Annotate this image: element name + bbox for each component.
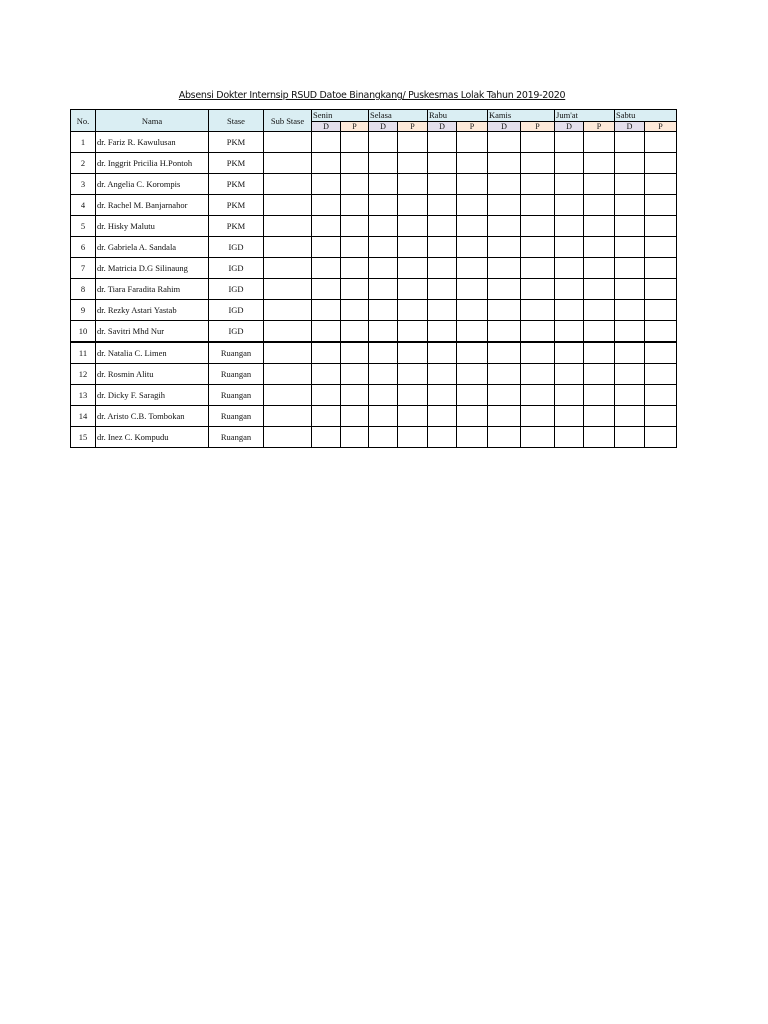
attendance-cell-p[interactable] [521, 237, 555, 258]
stase-cell: IGD [209, 300, 264, 321]
attendance-cell-d[interactable] [615, 342, 645, 364]
attendance-cell-d[interactable] [369, 300, 398, 321]
sub-header-p: P [521, 122, 555, 132]
attendance-cell-p[interactable] [645, 279, 677, 300]
attendance-cell-p[interactable] [584, 385, 615, 406]
attendance-cell-d[interactable] [615, 195, 645, 216]
stase-cell: PKM [209, 132, 264, 153]
attendance-cell-p[interactable] [341, 321, 369, 343]
stase-cell: Ruangan [209, 364, 264, 385]
sub-header-d: D [615, 122, 645, 132]
doctor-name: dr. Gabriela A. Sandala [96, 237, 209, 258]
attendance-cell-d[interactable] [555, 174, 584, 195]
table-row [71, 279, 677, 300]
row-number: 4 [71, 195, 96, 216]
attendance-cell-p[interactable] [521, 364, 555, 385]
header-no: No. [71, 110, 96, 132]
attendance-cell-d[interactable] [555, 427, 584, 448]
attendance-cell-d[interactable] [615, 321, 645, 343]
stase-cell: IGD [209, 279, 264, 300]
attendance-cell-d[interactable] [369, 364, 398, 385]
row-number: 15 [71, 427, 96, 448]
attendance-cell-p[interactable] [457, 342, 488, 364]
attendance-cell-p[interactable] [584, 216, 615, 237]
attendance-cell-d[interactable] [428, 427, 457, 448]
sub-stase-cell[interactable] [264, 195, 312, 216]
attendance-cell-p[interactable] [398, 321, 428, 343]
attendance-cell-d[interactable] [555, 153, 584, 174]
attendance-cell-d[interactable] [488, 342, 521, 364]
sheet-title: Absensi Dokter Internsip RSUD Datoe Binangkang/ Puskesmas Lolak Tahun 2019-2020 [178, 90, 566, 101]
attendance-cell-d[interactable] [369, 406, 398, 427]
attendance-cell-p[interactable] [645, 364, 677, 385]
attendance-cell-d[interactable] [312, 342, 341, 364]
row-number: 10 [71, 321, 96, 343]
attendance-cell-d[interactable] [428, 342, 457, 364]
doctor-name: dr. Savitri Mhd Nur [96, 321, 209, 343]
attendance-cell-d[interactable] [369, 342, 398, 364]
attendance-cell-p[interactable] [645, 132, 677, 153]
attendance-cell-d[interactable] [615, 385, 645, 406]
attendance-cell-p[interactable] [341, 153, 369, 174]
attendance-cell-p[interactable] [584, 364, 615, 385]
attendance-cell-p[interactable] [521, 195, 555, 216]
header-stase: Stase [209, 110, 264, 132]
sub-stase-cell[interactable] [264, 132, 312, 153]
stase-cell: Ruangan [209, 385, 264, 406]
attendance-cell-d[interactable] [369, 153, 398, 174]
attendance-cell-p[interactable] [341, 385, 369, 406]
attendance-cell-p[interactable] [521, 427, 555, 448]
table-row [71, 406, 677, 427]
sub-header-d: D [488, 122, 521, 132]
table-row [71, 364, 677, 385]
attendance-cell-d[interactable] [312, 300, 341, 321]
attendance-cell-p[interactable] [457, 279, 488, 300]
day-header-sabtu: Sabtu [615, 110, 677, 122]
attendance-cell-p[interactable] [341, 132, 369, 153]
attendance-cell-p[interactable] [457, 195, 488, 216]
table-row [71, 342, 677, 364]
sub-stase-cell[interactable] [264, 427, 312, 448]
sub-header-p: P [457, 122, 488, 132]
table-row [71, 153, 677, 174]
sub-stase-cell[interactable] [264, 364, 312, 385]
attendance-cell-p[interactable] [584, 153, 615, 174]
attendance-cell-d[interactable] [555, 406, 584, 427]
attendance-cell-d[interactable] [428, 237, 457, 258]
attendance-cell-p[interactable] [457, 385, 488, 406]
attendance-cell-p[interactable] [398, 174, 428, 195]
stase-cell: PKM [209, 195, 264, 216]
row-number: 6 [71, 237, 96, 258]
attendance-cell-p[interactable] [457, 132, 488, 153]
sub-header-d: D [369, 122, 398, 132]
attendance-cell-p[interactable] [645, 258, 677, 279]
attendance-cell-p[interactable] [645, 342, 677, 364]
day-header-rabu: Rabu [428, 110, 488, 122]
attendance-cell-d[interactable] [312, 364, 341, 385]
sub-stase-cell[interactable] [264, 174, 312, 195]
attendance-cell-p[interactable] [645, 321, 677, 343]
attendance-cell-d[interactable] [488, 258, 521, 279]
attendance-cell-d[interactable] [312, 237, 341, 258]
attendance-cell-p[interactable] [457, 237, 488, 258]
attendance-cell-p[interactable] [521, 216, 555, 237]
attendance-cell-p[interactable] [398, 216, 428, 237]
attendance-cell-p[interactable] [521, 385, 555, 406]
attendance-cell-p[interactable] [584, 342, 615, 364]
sub-stase-cell[interactable] [264, 300, 312, 321]
attendance-cell-p[interactable] [398, 279, 428, 300]
doctor-name: dr. Inez C. Kompudu [96, 427, 209, 448]
day-header-jumat: Jum'at [555, 110, 615, 122]
row-number: 1 [71, 132, 96, 153]
attendance-cell-d[interactable] [369, 195, 398, 216]
attendance-cell-d[interactable] [312, 195, 341, 216]
sub-stase-cell[interactable] [264, 385, 312, 406]
attendance-cell-d[interactable] [369, 427, 398, 448]
attendance-cell-d[interactable] [428, 195, 457, 216]
attendance-cell-d[interactable] [615, 132, 645, 153]
attendance-cell-d[interactable] [369, 321, 398, 343]
doctor-name: dr. Fariz R. Kawulusan [96, 132, 209, 153]
attendance-cell-d[interactable] [555, 258, 584, 279]
sub-header-p: P [645, 122, 677, 132]
attendance-cell-d[interactable] [488, 406, 521, 427]
attendance-cell-p[interactable] [398, 385, 428, 406]
attendance-cell-p[interactable] [584, 427, 615, 448]
doctor-name: dr. Rosmin Alitu [96, 364, 209, 385]
stase-cell: IGD [209, 321, 264, 343]
attendance-cell-d[interactable] [615, 279, 645, 300]
attendance-cell-d[interactable] [312, 216, 341, 237]
attendance-cell-d[interactable] [369, 174, 398, 195]
sub-stase-cell[interactable] [264, 258, 312, 279]
attendance-cell-p[interactable] [521, 153, 555, 174]
attendance-cell-d[interactable] [615, 427, 645, 448]
attendance-cell-d[interactable] [312, 153, 341, 174]
attendance-cell-p[interactable] [645, 385, 677, 406]
attendance-cell-d[interactable] [488, 300, 521, 321]
attendance-cell-d[interactable] [555, 300, 584, 321]
attendance-cell-d[interactable] [488, 153, 521, 174]
row-number: 8 [71, 279, 96, 300]
stase-cell: PKM [209, 174, 264, 195]
attendance-cell-d[interactable] [428, 321, 457, 343]
doctor-name: dr. Inggrit Pricilia H.Pontoh [96, 153, 209, 174]
sub-stase-cell[interactable] [264, 237, 312, 258]
table-row [71, 321, 677, 343]
attendance-cell-p[interactable] [457, 364, 488, 385]
attendance-cell-p[interactable] [645, 216, 677, 237]
attendance-cell-d[interactable] [312, 279, 341, 300]
attendance-cell-p[interactable] [341, 195, 369, 216]
attendance-cell-p[interactable] [584, 279, 615, 300]
attendance-cell-p[interactable] [645, 300, 677, 321]
attendance-cell-p[interactable] [584, 258, 615, 279]
attendance-cell-d[interactable] [555, 195, 584, 216]
attendance-cell-d[interactable] [428, 174, 457, 195]
attendance-cell-p[interactable] [645, 174, 677, 195]
table-row [71, 132, 677, 153]
sub-stase-cell[interactable] [264, 406, 312, 427]
day-header-senin: Senin [312, 110, 369, 122]
attendance-cell-d[interactable] [428, 300, 457, 321]
attendance-cell-d[interactable] [488, 385, 521, 406]
attendance-cell-p[interactable] [645, 237, 677, 258]
day-header-kamis: Kamis [488, 110, 555, 122]
attendance-cell-d[interactable] [555, 132, 584, 153]
doctor-name: dr. Matricia D.G Silinaung [96, 258, 209, 279]
table-row [71, 300, 677, 321]
attendance-cell-d[interactable] [369, 385, 398, 406]
attendance-cell-p[interactable] [341, 406, 369, 427]
attendance-cell-d[interactable] [428, 406, 457, 427]
table-row [71, 195, 677, 216]
sub-header-p: P [584, 122, 615, 132]
row-number: 2 [71, 153, 96, 174]
doctor-name: dr. Natalia C. Limen [96, 342, 209, 364]
attendance-cell-p[interactable] [584, 132, 615, 153]
attendance-cell-d[interactable] [312, 174, 341, 195]
attendance-cell-d[interactable] [369, 216, 398, 237]
row-number: 7 [71, 258, 96, 279]
attendance-cell-d[interactable] [369, 279, 398, 300]
attendance-cell-p[interactable] [398, 237, 428, 258]
attendance-cell-d[interactable] [488, 237, 521, 258]
row-number: 11 [71, 342, 96, 364]
doctor-name: dr. Dicky F. Saragih [96, 385, 209, 406]
attendance-cell-p[interactable] [341, 279, 369, 300]
attendance-cell-p[interactable] [341, 174, 369, 195]
row-number: 9 [71, 300, 96, 321]
attendance-cell-d[interactable] [369, 237, 398, 258]
attendance-cell-d[interactable] [369, 258, 398, 279]
attendance-cell-p[interactable] [521, 321, 555, 343]
attendance-cell-p[interactable] [341, 216, 369, 237]
attendance-cell-d[interactable] [312, 406, 341, 427]
attendance-cell-p[interactable] [645, 406, 677, 427]
attendance-cell-p[interactable] [584, 300, 615, 321]
attendance-cell-d[interactable] [428, 364, 457, 385]
attendance-cell-p[interactable] [521, 174, 555, 195]
sub-stase-cell[interactable] [264, 216, 312, 237]
attendance-cell-d[interactable] [488, 364, 521, 385]
attendance-cell-d[interactable] [428, 132, 457, 153]
sub-header-d: D [555, 122, 584, 132]
attendance-cell-p[interactable] [457, 153, 488, 174]
attendance-cell-p[interactable] [584, 321, 615, 343]
attendance-cell-p[interactable] [521, 279, 555, 300]
attendance-cell-p[interactable] [645, 427, 677, 448]
attendance-cell-d[interactable] [615, 174, 645, 195]
attendance-cell-p[interactable] [341, 342, 369, 364]
attendance-cell-d[interactable] [488, 427, 521, 448]
doctor-name: dr. Angelia C. Korompis [96, 174, 209, 195]
sub-stase-cell[interactable] [264, 342, 312, 364]
attendance-cell-d[interactable] [428, 279, 457, 300]
sub-header-d: D [312, 122, 341, 132]
table-row [71, 174, 677, 195]
doctor-name: dr. Aristo C.B. Tombokan [96, 406, 209, 427]
table-row [71, 427, 677, 448]
attendance-cell-p[interactable] [341, 258, 369, 279]
header-sub-stase: Sub Stase [264, 110, 312, 132]
attendance-cell-p[interactable] [584, 406, 615, 427]
attendance-cell-p[interactable] [521, 258, 555, 279]
day-header-selasa: Selasa [369, 110, 428, 122]
stase-cell: Ruangan [209, 342, 264, 364]
attendance-cell-p[interactable] [341, 364, 369, 385]
attendance-cell-p[interactable] [398, 258, 428, 279]
attendance-cell-d[interactable] [555, 216, 584, 237]
attendance-cell-d[interactable] [555, 279, 584, 300]
row-number: 14 [71, 406, 96, 427]
attendance-cell-p[interactable] [341, 237, 369, 258]
attendance-cell-d[interactable] [555, 321, 584, 343]
header-nama: Nama [96, 110, 209, 132]
table-row [71, 385, 677, 406]
attendance-rows [71, 132, 677, 448]
attendance-cell-d[interactable] [615, 153, 645, 174]
table-row [71, 216, 677, 237]
attendance-cell-p[interactable] [584, 174, 615, 195]
attendance-cell-d[interactable] [615, 406, 645, 427]
stase-cell: IGD [209, 258, 264, 279]
attendance-cell-p[interactable] [645, 195, 677, 216]
row-number: 12 [71, 364, 96, 385]
doctor-name: dr. Hisky Malutu [96, 216, 209, 237]
attendance-cell-p[interactable] [457, 300, 488, 321]
attendance-cell-d[interactable] [615, 364, 645, 385]
attendance-cell-p[interactable] [521, 406, 555, 427]
stase-cell: PKM [209, 153, 264, 174]
attendance-cell-d[interactable] [428, 258, 457, 279]
doctor-name: dr. Tiara Faradita Rahim [96, 279, 209, 300]
attendance-table [70, 109, 677, 448]
attendance-cell-p[interactable] [457, 321, 488, 343]
attendance-cell-p[interactable] [584, 195, 615, 216]
attendance-cell-p[interactable] [457, 258, 488, 279]
attendance-cell-d[interactable] [312, 321, 341, 343]
table-row [71, 258, 677, 279]
attendance-cell-p[interactable] [398, 364, 428, 385]
sub-stase-cell[interactable] [264, 153, 312, 174]
stase-cell: Ruangan [209, 406, 264, 427]
attendance-cell-p[interactable] [398, 427, 428, 448]
attendance-cell-p[interactable] [521, 300, 555, 321]
attendance-cell-d[interactable] [615, 216, 645, 237]
attendance-cell-d[interactable] [428, 216, 457, 237]
attendance-cell-d[interactable] [615, 300, 645, 321]
sub-stase-cell[interactable] [264, 321, 312, 343]
stase-cell: Ruangan [209, 427, 264, 448]
stase-cell: IGD [209, 237, 264, 258]
attendance-cell-d[interactable] [312, 258, 341, 279]
row-number: 3 [71, 174, 96, 195]
sub-header-d: D [428, 122, 457, 132]
attendance-cell-d[interactable] [312, 132, 341, 153]
attendance-cell-d[interactable] [488, 174, 521, 195]
attendance-cell-d[interactable] [488, 216, 521, 237]
attendance-cell-d[interactable] [615, 258, 645, 279]
attendance-cell-d[interactable] [555, 364, 584, 385]
attendance-cell-d[interactable] [488, 279, 521, 300]
attendance-cell-p[interactable] [398, 132, 428, 153]
attendance-cell-p[interactable] [341, 300, 369, 321]
attendance-cell-d[interactable] [312, 427, 341, 448]
attendance-cell-p[interactable] [521, 342, 555, 364]
row-number: 5 [71, 216, 96, 237]
attendance-cell-d[interactable] [555, 237, 584, 258]
sub-header-p: P [341, 122, 369, 132]
attendance-cell-p[interactable] [645, 153, 677, 174]
row-number: 13 [71, 385, 96, 406]
attendance-cell-d[interactable] [488, 321, 521, 343]
attendance-cell-d[interactable] [428, 153, 457, 174]
attendance-cell-p[interactable] [457, 427, 488, 448]
stase-cell: PKM [209, 216, 264, 237]
attendance-cell-d[interactable] [488, 195, 521, 216]
attendance-cell-d[interactable] [555, 385, 584, 406]
attendance-cell-d[interactable] [555, 342, 584, 364]
attendance-cell-d[interactable] [428, 385, 457, 406]
doctor-name: dr. Rachel M. Banjarnahor [96, 195, 209, 216]
attendance-cell-p[interactable] [398, 300, 428, 321]
doctor-name: dr. Rezky Astari Yastab [96, 300, 209, 321]
attendance-cell-d[interactable] [488, 132, 521, 153]
attendance-cell-d[interactable] [369, 132, 398, 153]
attendance-cell-p[interactable] [341, 427, 369, 448]
attendance-cell-p[interactable] [398, 342, 428, 364]
attendance-cell-p[interactable] [398, 195, 428, 216]
attendance-cell-p[interactable] [398, 153, 428, 174]
attendance-cell-d[interactable] [312, 385, 341, 406]
sub-stase-cell[interactable] [264, 279, 312, 300]
attendance-cell-p[interactable] [457, 406, 488, 427]
attendance-cell-p[interactable] [457, 216, 488, 237]
attendance-cell-p[interactable] [584, 237, 615, 258]
table-row [71, 237, 677, 258]
attendance-cell-d[interactable] [615, 237, 645, 258]
sub-header-p: P [398, 122, 428, 132]
attendance-cell-p[interactable] [398, 406, 428, 427]
attendance-cell-p[interactable] [457, 174, 488, 195]
attendance-cell-p[interactable] [521, 132, 555, 153]
